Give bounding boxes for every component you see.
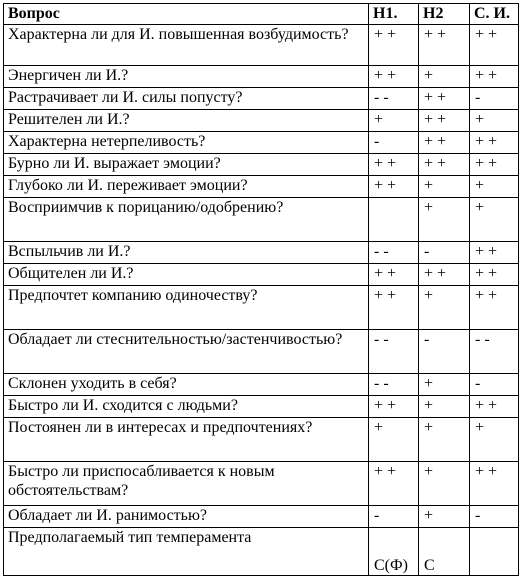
table-row xyxy=(4,396,519,418)
table-row xyxy=(4,506,519,528)
question-cell: Растрачивает ли И. силы попусту? xyxy=(4,88,369,110)
si-cell: + + xyxy=(470,154,519,176)
h2-cell: + xyxy=(419,198,470,242)
si-cell: - xyxy=(470,506,519,528)
h1-cell: + + xyxy=(369,154,419,176)
question-cell: Глубоко ли И. переживает эмоции? xyxy=(4,176,369,198)
h2-cell: - xyxy=(419,330,470,374)
si-cell: + + xyxy=(470,66,519,88)
si-cell: + + xyxy=(470,462,519,506)
question-cell: Быстро ли приспосабливается к новым обстоятельствам? xyxy=(4,462,369,506)
question-cell: Восприимчив к порицанию/одобрению? xyxy=(4,198,369,242)
question-cell: Склонен уходить в себя? xyxy=(4,374,369,396)
h2-cell: С xyxy=(419,528,470,576)
table-row xyxy=(4,528,519,576)
h2-cell: + xyxy=(419,462,470,506)
si-cell: + xyxy=(470,176,519,198)
h2-cell: + + xyxy=(419,88,470,110)
question-cell: Обладает ли стеснительностью/застенчивостью? xyxy=(4,330,369,374)
table-row xyxy=(4,330,519,374)
h1-cell: + + xyxy=(369,286,419,330)
table-row xyxy=(4,198,519,242)
table-row xyxy=(4,25,519,66)
h2-cell: + xyxy=(419,66,470,88)
h2-cell: + xyxy=(419,286,470,330)
si-cell: + xyxy=(470,198,519,242)
h1-cell: + + xyxy=(369,396,419,418)
si-cell: + + xyxy=(470,264,519,286)
table-row xyxy=(4,374,519,396)
table-row xyxy=(4,462,519,506)
table-row xyxy=(4,154,519,176)
h2-cell: + + xyxy=(419,25,470,66)
table-row xyxy=(4,88,519,110)
h2-cell: + + xyxy=(419,154,470,176)
h2-cell: + + xyxy=(419,110,470,132)
h1-cell: - - xyxy=(369,374,419,396)
h1-cell: - - xyxy=(369,88,419,110)
si-cell: + xyxy=(470,418,519,462)
question-cell: Предполагаемый тип темперамента xyxy=(4,528,369,576)
h1-cell: - xyxy=(369,132,419,154)
question-cell: Общителен ли И.? xyxy=(4,264,369,286)
si-cell: + + xyxy=(470,242,519,264)
table-row xyxy=(4,110,519,132)
question-cell: Обладает ли И. ранимостью? xyxy=(4,506,369,528)
question-cell: Характерна ли для И. повышенная возбудимость? xyxy=(4,25,369,66)
header-si: С. И. xyxy=(470,4,519,25)
h1-cell: + + xyxy=(369,462,419,506)
header-question: Вопрос xyxy=(4,4,369,25)
table-row xyxy=(4,264,519,286)
h1-cell: - - xyxy=(369,330,419,374)
header-h2: Н2 xyxy=(419,4,470,25)
h2-cell: - xyxy=(419,242,470,264)
table-row xyxy=(4,66,519,88)
h2-cell: + xyxy=(419,396,470,418)
temperament-questionnaire-table xyxy=(3,3,519,576)
si-cell xyxy=(470,528,519,576)
question-cell: Предпочтет компанию одиночеству? xyxy=(4,286,369,330)
h1-cell: + + xyxy=(369,66,419,88)
h2-cell: + + xyxy=(419,132,470,154)
si-cell: - xyxy=(470,88,519,110)
table-row xyxy=(4,242,519,264)
question-cell: Решителен ли И.? xyxy=(4,110,369,132)
h2-cell: + xyxy=(419,418,470,462)
h2-cell: + xyxy=(419,176,470,198)
h1-cell: - xyxy=(369,506,419,528)
question-cell: Быстро ли И. сходится с людьми? xyxy=(4,396,369,418)
question-cell: Бурно ли И. выражает эмоции? xyxy=(4,154,369,176)
h2-cell: + xyxy=(419,374,470,396)
question-cell: Вспыльчив ли И.? xyxy=(4,242,369,264)
question-cell: Постоянен ли в интересах и предпочтениях? xyxy=(4,418,369,462)
question-cell: Энергичен ли И.? xyxy=(4,66,369,88)
h1-cell: + + xyxy=(369,25,419,66)
header-h1: Н1. xyxy=(369,4,419,25)
h1-cell: + + xyxy=(369,264,419,286)
table-row xyxy=(4,176,519,198)
h1-cell xyxy=(369,198,419,242)
si-cell: + + xyxy=(470,25,519,66)
h2-cell: + + xyxy=(419,264,470,286)
h1-cell: + xyxy=(369,418,419,462)
si-cell: - - xyxy=(470,330,519,374)
table-row xyxy=(4,132,519,154)
table-row xyxy=(4,286,519,330)
h1-cell: - - xyxy=(369,242,419,264)
table-header-row xyxy=(4,4,519,25)
h2-cell: + xyxy=(419,506,470,528)
si-cell: + + xyxy=(470,286,519,330)
table-row xyxy=(4,418,519,462)
si-cell: + xyxy=(470,110,519,132)
si-cell: + + xyxy=(470,132,519,154)
si-cell: - xyxy=(470,374,519,396)
h1-cell: + xyxy=(369,110,419,132)
h1-cell: + + xyxy=(369,176,419,198)
h1-cell: С(Ф) xyxy=(369,528,419,576)
question-cell: Характерна нетерпеливость? xyxy=(4,132,369,154)
si-cell: + + xyxy=(470,396,519,418)
